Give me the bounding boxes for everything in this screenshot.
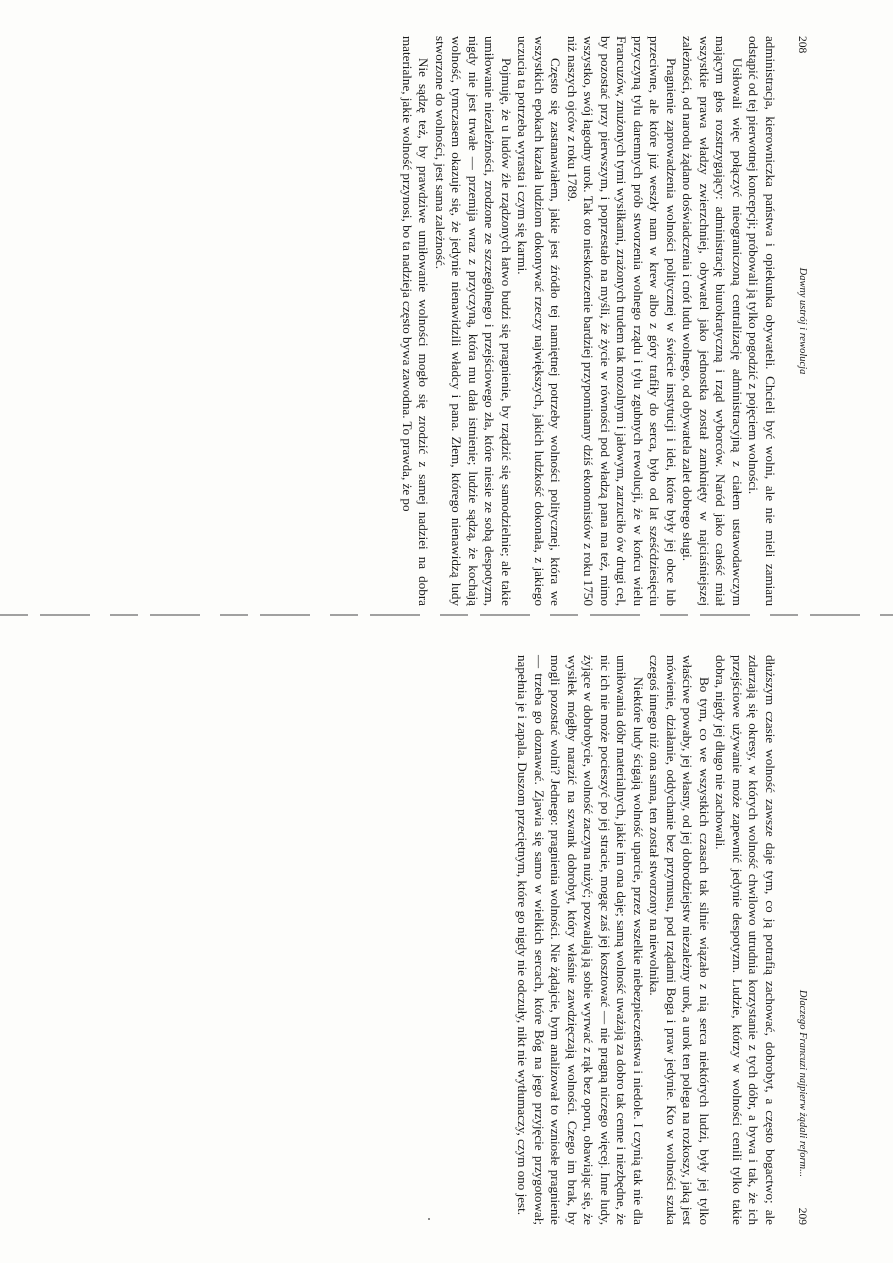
page-body [514,655,778,1225]
paragraph: dłuższym czasie wolność zawsze daje tym, co ją potrafią zachować, dobrobyt, a często bogactwo; ale zdarzają się okresy, w których wolność chwilowo utrudnia korzystanie z tych dóbr, a bywa i tak, że ich przejściowe używanie może zapewnić jedynie despotyzm. Ludzie, którzy w wolności cenili tylko takie dobra, nigdy jej długo nie zachowali. [713,655,778,1225]
page-right [63,655,808,1225]
paragraph: Niektóre ludy ścigają wolność uparcie, przez wszelkie niebezpieczeństwa i niedole. I czynią tak nie dla umiłowania dóbr materialnych, jakie im ona daje; samą wolność uważają za dobro tak cenne i niezbędne, że nic ich nie może pocieszyć po jej stracie, mogąc zaś jej kosztować — nie pragną niczego więcej. Inne ludy, żyjące w dobrobycie, wolność zaczyna nużyć; pozwalają ją sobie wyrwać z rąk bez oporu, obawiając się, że wysiłek mógłby narazić na szwank dobrobyt, który właśnie zawdzięczają wolności. Czego im brak, by mogli pozostać wolni? Jednego: pragnienia wolności. Nie żądajcie, bym analizował to wzniosłe pragnienie — trzeba go doznawać. Zjawia się samo w wielkich sercach, które Bóg na jego przyjęcie przygotował; napełnia je i zapala. Duszom przeciętnym, które go nigdy nie odczuły, nikt nie wytłumaczy, czym ono jest. [515,655,646,1225]
paragraph: administracja, kierowniczka państwa i opiekunka obywateli. Chcieli być wolni, ale nie mieli zamiaru odstąpić od tej pierwotnej koncepcji; próbowali ją tylko pogodzić z pojęciem wolności. [746,36,778,606]
running-head: Dawny ustrój i rewolucja [797,267,808,375]
page-number: 208 [796,36,808,54]
paragraph: Bo tym, co we wszystkich czasach tak silnie wiązało z nią serca niektórych ludzi, były jej tylko właściwe powaby, jej własny, od jej dobrodziejstw niezależny urok, a urok ten polega na rozkoszy, jaką jest mówienie, działanie, oddychanie bez przymusu, pod rządami Boga i praw jedynie. Kto w wolności szuka czegoś innego niż ona sama, ten został stworzony na niewolnika. [647,655,712,1225]
page-header [784,655,808,1225]
page-body [399,36,779,606]
page-header [784,36,808,606]
page-divider [0,614,893,616]
page-number: 209 [796,1207,808,1225]
scan-speck [428,1218,430,1220]
paragraph: Nie sądzę też, by prawdziwe umiłowanie wolności mogło się zrodzić z samej nadziei na dobra materialne, jakie wolność przynosi, bo ta nadzieja często bywa zawodna. To prawda, że po [400,36,432,606]
paragraph: Często się zastanawiałem, jakie jest źródło tej namiętnej potrzeby wolności politycznej, która we wszystkich epokach kazała ludziom dokonywać rzeczy największych, jakich ludzkość dokonała, z jakiego uczucia ta potrzeba wyrasta i czym się karmi. [515,36,564,606]
paragraph: Pragnienie zaprowadzenia wolności politycznej w świecie instytucji i idei, które były jej obce lub przeciwne, ale które już weszły nam w krew albo z góry trafiły do serca, było od lat sześćdziesięciu przyczyną tylu daremnych prób stworzenia wolnego rządu i tylu zgubnych rewolucji, że w końcu wielu Francuzów, znużonych tymi wysiłkami, zrażonych trudem tak mozolnym i jałowym, zarzuciło ów drugi cel, by pozostać przy pierwszym, i poprzestało na myśli, że życie w równości pod władzą pana ma też, mimo wszystko, swój łagodny urok. Tak oto nieskończenie bardziej przypominamy dziś ekonomistów z roku 1750 niż naszych ojców z roku 1789. [565,36,679,606]
paragraph: Usiłowali więc połączyć nieograniczoną centralizację administracyjną z ciałem ustawodawczym mającym głos rozstrzygający: administrację biurokratyczną i rząd wyborców. Naród jako całość miał wszystkie prawa władzy zwierzchniej, obywatel jako jednostka został zamknięty w najciaśniejszej zależności, od narodu żądano doświadczenia i cnót ludu wolnego, od obywatela zalet dobrego sługi. [680,36,745,606]
running-head: Dlaczego Francuzi najpierw żądali reform... [797,989,808,1177]
paragraph: Pojmuję, że u ludów źle rządzonych łatwo budzi się pragnienie, by rządzić się samodzielnie; ale takie umiłowanie niezależności, zrodzone ze szczególnego i przejściowego zła, które niesie ze sobą despotyzm, nigdy nie jest trwałe — przemija wraz z przyczyną, która mu dała istnienie; ludzie sądzą, że kochają wolność, tymczasem okazuje się, że jedynie nienawidzili władcy i pana. Złem, którego nienawidzą ludy stworzone do wolności, jest sama zależność. [433,36,514,606]
page-left [63,36,808,606]
